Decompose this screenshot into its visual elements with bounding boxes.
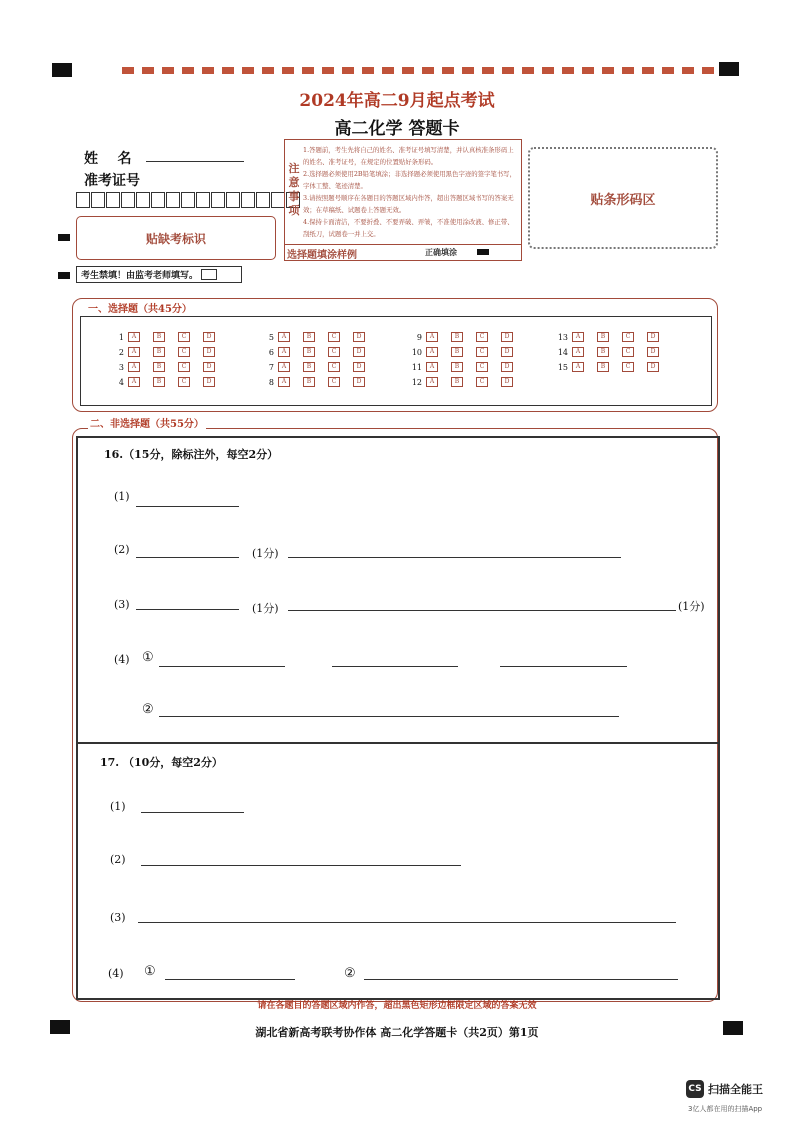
mcq-option-bubble[interactable]: A <box>572 332 584 342</box>
mcq-option-bubble[interactable]: C <box>328 377 340 387</box>
q17-part1-label: (1) <box>110 800 126 813</box>
q17-part3-label: (3) <box>110 911 126 924</box>
mcq-question-number: 2 <box>118 347 124 357</box>
mcq-option-bubble[interactable]: A <box>426 347 438 357</box>
mcq-option-bubble[interactable]: A <box>128 347 140 357</box>
mcq-option-bubble[interactable]: B <box>451 377 463 387</box>
q17-part3-line[interactable] <box>138 922 676 923</box>
dashed-cut-line <box>122 67 722 74</box>
mcq-question-number: 11 <box>411 362 422 372</box>
mcq-option-bubble[interactable]: A <box>278 332 290 342</box>
mcq-option-bubble[interactable]: C <box>178 377 190 387</box>
mcq-option-bubble[interactable]: C <box>178 347 190 357</box>
mcq-question-row <box>262 362 378 372</box>
mcq-question-number: 8 <box>268 377 274 387</box>
mcq-option-bubble[interactable]: B <box>451 332 463 342</box>
mcq-option-bubble[interactable]: D <box>203 347 215 357</box>
mcq-option-bubble[interactable]: B <box>451 347 463 357</box>
notice-item: 4.保持卡面清洁，不要折叠、不要弄破、弄皱，不准使用涂改液、修正带、刮纸刀，试题卷一并上交。 <box>303 218 514 238</box>
mcq-question-row <box>112 332 228 342</box>
name-label: 姓 名 <box>84 151 132 167</box>
q16-part3-line-b[interactable] <box>288 610 676 611</box>
mcq-question-row <box>112 347 228 357</box>
scanner-watermark <box>686 1080 763 1098</box>
prohibited-note: 考生禁填！由监考老师填写。 <box>81 271 199 281</box>
mcq-option-bubble[interactable]: B <box>303 377 315 387</box>
mcq-option-bubble[interactable]: C <box>328 347 340 357</box>
mcq-option-bubble[interactable]: D <box>501 332 513 342</box>
mcq-question-row <box>556 332 672 342</box>
prohibited-note-box <box>76 266 242 283</box>
mcq-option-bubble[interactable]: A <box>278 347 290 357</box>
name-input-line[interactable] <box>146 161 244 162</box>
q16-part3-label: (3) <box>114 598 130 611</box>
mcq-question-row <box>112 362 228 372</box>
position-mark-top-right <box>719 62 739 76</box>
mcq-option-bubble[interactable]: C <box>622 332 634 342</box>
mcq-question-number: 15 <box>557 362 568 372</box>
notice-side-title: 注意事项 <box>288 162 300 217</box>
mcq-option-bubble[interactable]: B <box>153 377 165 387</box>
mcq-question-number: 9 <box>416 332 422 342</box>
mcq-question-row <box>410 347 526 357</box>
mcq-question-number: 6 <box>268 347 274 357</box>
absent-mark-label: 贴缺考标识 <box>145 231 206 246</box>
mcq-option-bubble[interactable]: B <box>597 347 609 357</box>
mcq-option-bubble[interactable]: A <box>278 377 290 387</box>
mcq-option-bubble[interactable]: A <box>128 332 140 342</box>
mcq-option-bubble[interactable]: D <box>647 347 659 357</box>
mcq-question-number: 14 <box>557 347 568 357</box>
mcq-option-bubble[interactable]: D <box>203 362 215 372</box>
notice-box <box>284 139 522 261</box>
q17-part4-label: (4) <box>108 967 124 980</box>
mcq-question-row <box>410 332 526 342</box>
q16-q17-divider <box>76 742 718 744</box>
mcq-option-bubble[interactable]: C <box>476 347 488 357</box>
position-mark-mid-left <box>58 234 70 241</box>
mcq-option-bubble[interactable]: C <box>178 362 190 372</box>
notice-item: 3.请按照题号顺序在各题目的答题区域内作答，超出答题区域书写的答案无效；在草稿纸、试题卷上答题无效。 <box>303 194 514 214</box>
mcq-question-number: 12 <box>411 377 422 387</box>
q16-part3-line-a[interactable] <box>136 609 239 610</box>
q17-part4-circle1: ① <box>144 964 156 979</box>
mcq-option-bubble[interactable]: C <box>476 362 488 372</box>
q16-part1-line[interactable] <box>136 506 239 507</box>
mcq-question-number: 1 <box>118 332 124 342</box>
mcq-option-bubble[interactable]: B <box>597 362 609 372</box>
q17-part1-line[interactable] <box>141 812 244 813</box>
q16-part2-label: (2) <box>114 543 130 556</box>
barcode-area-label: 贴条形码区 <box>590 192 656 208</box>
mcq-question-row <box>410 377 526 387</box>
mcq-option-bubble[interactable]: B <box>597 332 609 342</box>
scanner-tagline: 3亿人都在用的扫描App <box>688 1105 763 1113</box>
mcq-question-number: 10 <box>411 347 422 357</box>
q16-heading: 16.（15分，除标注外，每空2分） <box>104 448 279 461</box>
q16-part2-line-b[interactable] <box>288 557 621 558</box>
q16-part2-line-a[interactable] <box>136 557 239 558</box>
fill-example-row <box>285 244 521 260</box>
mcq-question-row <box>556 347 672 357</box>
mcq-option-bubble[interactable]: A <box>278 362 290 372</box>
mcq-question-number: 13 <box>557 332 568 342</box>
q17-part4-circle2: ② <box>344 966 356 981</box>
mcq-option-bubble[interactable]: D <box>203 332 215 342</box>
mcq-option-bubble[interactable]: D <box>203 377 215 387</box>
mcq-question-number: 5 <box>268 332 274 342</box>
q16-part3-note: (1分) <box>252 602 279 615</box>
mcq-option-bubble[interactable]: A <box>128 377 140 387</box>
mcq-option-bubble[interactable]: D <box>353 377 365 387</box>
mcq-option-bubble[interactable]: D <box>353 332 365 342</box>
notice-item: 1.答题前，考生先将自己的姓名、准考证号填写清楚，并认真核准条形码上的姓名、准考证号，在规定的位置贴好条形码。 <box>303 146 514 166</box>
mcq-option-bubble[interactable]: A <box>426 377 438 387</box>
notice-item: 2.选择题必须使用2B铅笔填涂；非选择题必须使用黑色字迹的签字笔书写，字体工整、笔迹清楚。 <box>303 170 516 190</box>
q16-part4-label: (4) <box>114 653 130 666</box>
mcq-option-bubble[interactable]: D <box>501 377 513 387</box>
mcq-option-bubble[interactable]: C <box>622 347 634 357</box>
mcq-option-bubble[interactable]: D <box>501 347 513 357</box>
mcq-option-bubble[interactable]: B <box>303 362 315 372</box>
page-footer: 湖北省新高考联考协作体 高二化学答题卡（共2页）第1页 <box>255 1026 539 1039</box>
mcq-question-row <box>556 362 672 372</box>
mcq-option-bubble[interactable]: C <box>476 377 488 387</box>
mcq-option-bubble[interactable]: A <box>128 362 140 372</box>
section1-title: 一、选择题（共45分） <box>88 304 192 315</box>
q16-part4-line-4[interactable] <box>159 716 619 717</box>
mcq-option-bubble[interactable]: D <box>501 362 513 372</box>
id-label: 准考证号 <box>84 173 140 189</box>
mcq-option-bubble[interactable]: D <box>353 347 365 357</box>
mcq-option-bubble[interactable]: A <box>572 362 584 372</box>
fill-example-label: 选择题填涂样例 <box>287 250 357 261</box>
notice-text <box>303 144 517 240</box>
mcq-option-bubble[interactable]: B <box>303 332 315 342</box>
id-number-boxes[interactable] <box>76 192 301 208</box>
mcq-option-bubble[interactable]: C <box>476 332 488 342</box>
cs-logo-icon: CS <box>686 1080 704 1098</box>
card-title: 高二化学 答题卡 <box>334 119 460 139</box>
q17-heading: 17. （10分，每空2分） <box>100 756 223 769</box>
mcq-question-row <box>262 347 378 357</box>
q16-part1-label: (1) <box>114 490 130 503</box>
q16-part4-line-3[interactable] <box>500 666 627 667</box>
mcq-option-bubble[interactable]: D <box>353 362 365 372</box>
q16-part4-line-1[interactable] <box>159 666 285 667</box>
mcq-option-bubble[interactable]: B <box>303 347 315 357</box>
mcq-question-row <box>262 332 378 342</box>
position-mark-top-left <box>52 63 72 77</box>
absent-mark-box <box>76 216 276 260</box>
q17-part4-line-1[interactable] <box>165 979 295 980</box>
answer-area-warning: 请在各题目的答题区域内作答，超出黑色矩形边框限定区域的答案无效 <box>257 1001 537 1011</box>
exam-title: 2024年高二9月起点考试 <box>299 91 495 111</box>
mcq-question-number: 4 <box>118 377 124 387</box>
barcode-area <box>528 147 718 249</box>
q16-part4-line-2[interactable] <box>332 666 458 667</box>
scanner-app-name: 扫描全能王 <box>708 1083 763 1096</box>
mcq-option-bubble[interactable]: B <box>153 362 165 372</box>
mcq-option-bubble[interactable]: C <box>328 332 340 342</box>
mcq-option-bubble[interactable]: C <box>328 362 340 372</box>
mcq-option-bubble[interactable]: A <box>426 362 438 372</box>
mcq-question-row <box>410 362 526 372</box>
position-mark-mid-left-2 <box>58 272 70 279</box>
answer-frame <box>76 436 720 1000</box>
mcq-option-bubble[interactable]: D <box>647 362 659 372</box>
q16-part3-note-end: (1分) <box>678 600 705 613</box>
q16-part4-circle1: ① <box>142 650 154 665</box>
mcq-option-bubble[interactable]: B <box>153 347 165 357</box>
mcq-question-number: 3 <box>118 362 124 372</box>
mcq-option-bubble[interactable]: B <box>153 332 165 342</box>
section2-title: 二、非选择题（共55分） <box>88 415 206 430</box>
q16-part2-note: (1分) <box>252 547 279 560</box>
q17-part2-line[interactable] <box>141 865 461 866</box>
correct-fill-sample <box>477 249 489 255</box>
mcq-option-bubble[interactable]: A <box>572 347 584 357</box>
mcq-option-bubble[interactable]: B <box>451 362 463 372</box>
mcq-option-bubble[interactable]: D <box>647 332 659 342</box>
mcq-question-number: 7 <box>268 362 274 372</box>
mcq-option-bubble[interactable]: C <box>622 362 634 372</box>
q17-part2-label: (2) <box>110 853 126 866</box>
section1-inner <box>80 316 712 406</box>
correct-fill-label: 正确填涂 <box>425 247 457 257</box>
mcq-question-row <box>262 377 378 387</box>
prohibited-fill-box[interactable] <box>201 269 217 280</box>
q17-part4-line-2[interactable] <box>364 979 678 980</box>
q16-part4-circle2: ② <box>142 702 154 717</box>
mcq-option-bubble[interactable]: C <box>178 332 190 342</box>
mcq-question-row <box>112 377 228 387</box>
mcq-option-bubble[interactable]: A <box>426 332 438 342</box>
